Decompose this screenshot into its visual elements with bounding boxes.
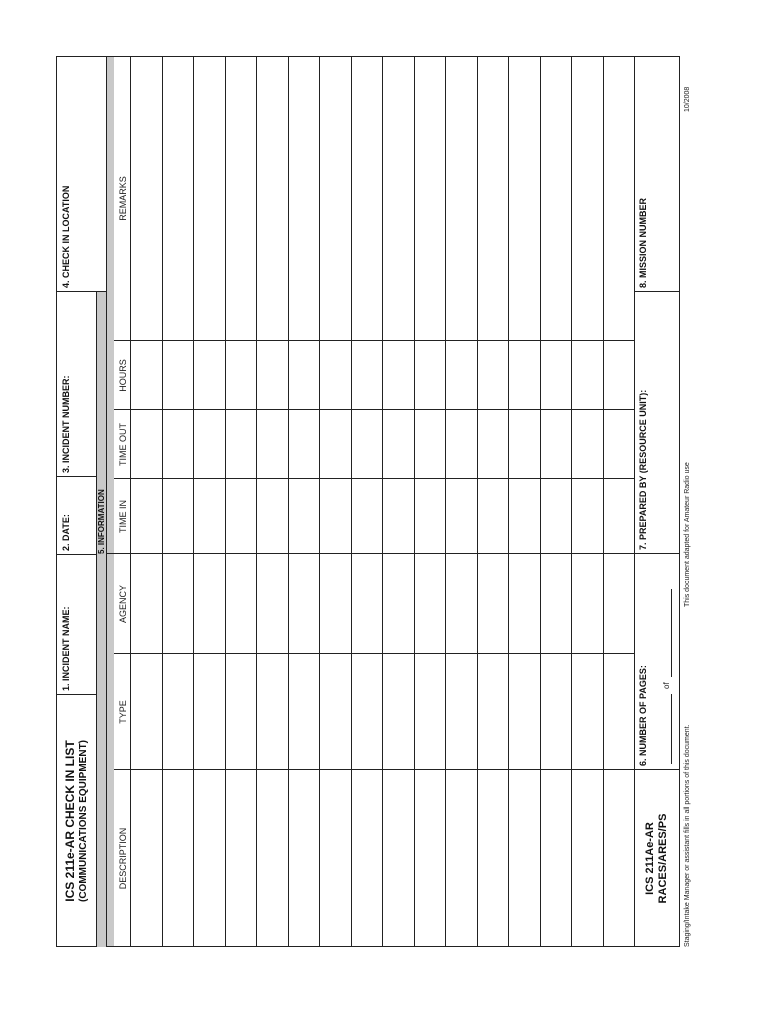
pages-label: 6. NUMBER OF PAGES:: [638, 665, 648, 766]
table-row[interactable]: [225, 56, 257, 947]
form-id-line2: RACES/ARES/PS: [657, 813, 669, 904]
prepared-by-label: 7. PREPARED BY (RESOURCE UNIT):: [638, 389, 648, 550]
column-hours: HOURS: [118, 359, 128, 392]
column-time-out: TIME OUT: [118, 423, 128, 466]
table-row[interactable]: [445, 56, 477, 947]
form-id: [644, 770, 670, 947]
incident-number-label: 3. INCIDENT NUMBER:: [61, 375, 71, 473]
form-title-line1: ICS 211e-AR CHECK IN LIST: [63, 740, 77, 902]
pages-total-field[interactable]: [662, 589, 672, 677]
column-agency: AGENCY: [118, 585, 128, 624]
form-title-line2: (COMMUNICATIONS EQUIPMENT): [78, 739, 89, 903]
date-label: 2. DATE:: [61, 514, 71, 551]
date-field[interactable]: [72, 477, 96, 554]
table-row[interactable]: [603, 56, 635, 947]
form-id-line1: ICS 211Ae-AR: [644, 822, 656, 895]
table-row[interactable]: [540, 56, 572, 947]
information-label: 5. INFORMATION: [97, 489, 106, 554]
table-row[interactable]: [162, 56, 194, 947]
column-description: DESCRIPTION: [118, 827, 128, 890]
mission-number-label: 8. MISSION NUMBER: [638, 197, 648, 288]
form-title: [64, 695, 90, 947]
column-time-in: TIME IN: [118, 500, 128, 533]
table-row[interactable]: [414, 56, 446, 947]
header-gray-strip: [107, 57, 114, 946]
staging-note: Staging/Intake Manager or assistant fills in all portions of this document.: [684, 724, 691, 947]
column-type: TYPE: [118, 700, 128, 724]
table-row[interactable]: [508, 56, 540, 947]
check-in-form: [56, 56, 691, 947]
incident-name-field[interactable]: [72, 555, 96, 694]
adapted-note: This document adapted for Amateur Radio use: [684, 462, 691, 607]
table-row[interactable]: [193, 56, 225, 947]
revision-date: 10/2008: [684, 86, 691, 112]
table-row[interactable]: [288, 56, 320, 947]
check-in-location-label: 4. CHECK IN LOCATION: [61, 185, 71, 288]
table-row[interactable]: [319, 56, 351, 947]
incident-number-field[interactable]: [72, 292, 96, 476]
table-row[interactable]: [351, 56, 383, 947]
pages-of-text: of: [662, 682, 671, 689]
prepared-by-field[interactable]: [650, 292, 680, 553]
table-row[interactable]: [571, 56, 603, 947]
table-row[interactable]: [477, 56, 509, 947]
information-band: [97, 292, 106, 947]
column-remarks: REMARKS: [118, 176, 128, 221]
table-row[interactable]: [382, 56, 414, 947]
incident-name-label: 1. INCIDENT NAME:: [61, 606, 71, 691]
table-row[interactable]: [256, 56, 288, 947]
pages-field[interactable]: [662, 694, 672, 764]
mission-number-field[interactable]: [650, 57, 680, 291]
table-row[interactable]: [130, 56, 162, 947]
check-in-location-field[interactable]: [72, 57, 106, 291]
